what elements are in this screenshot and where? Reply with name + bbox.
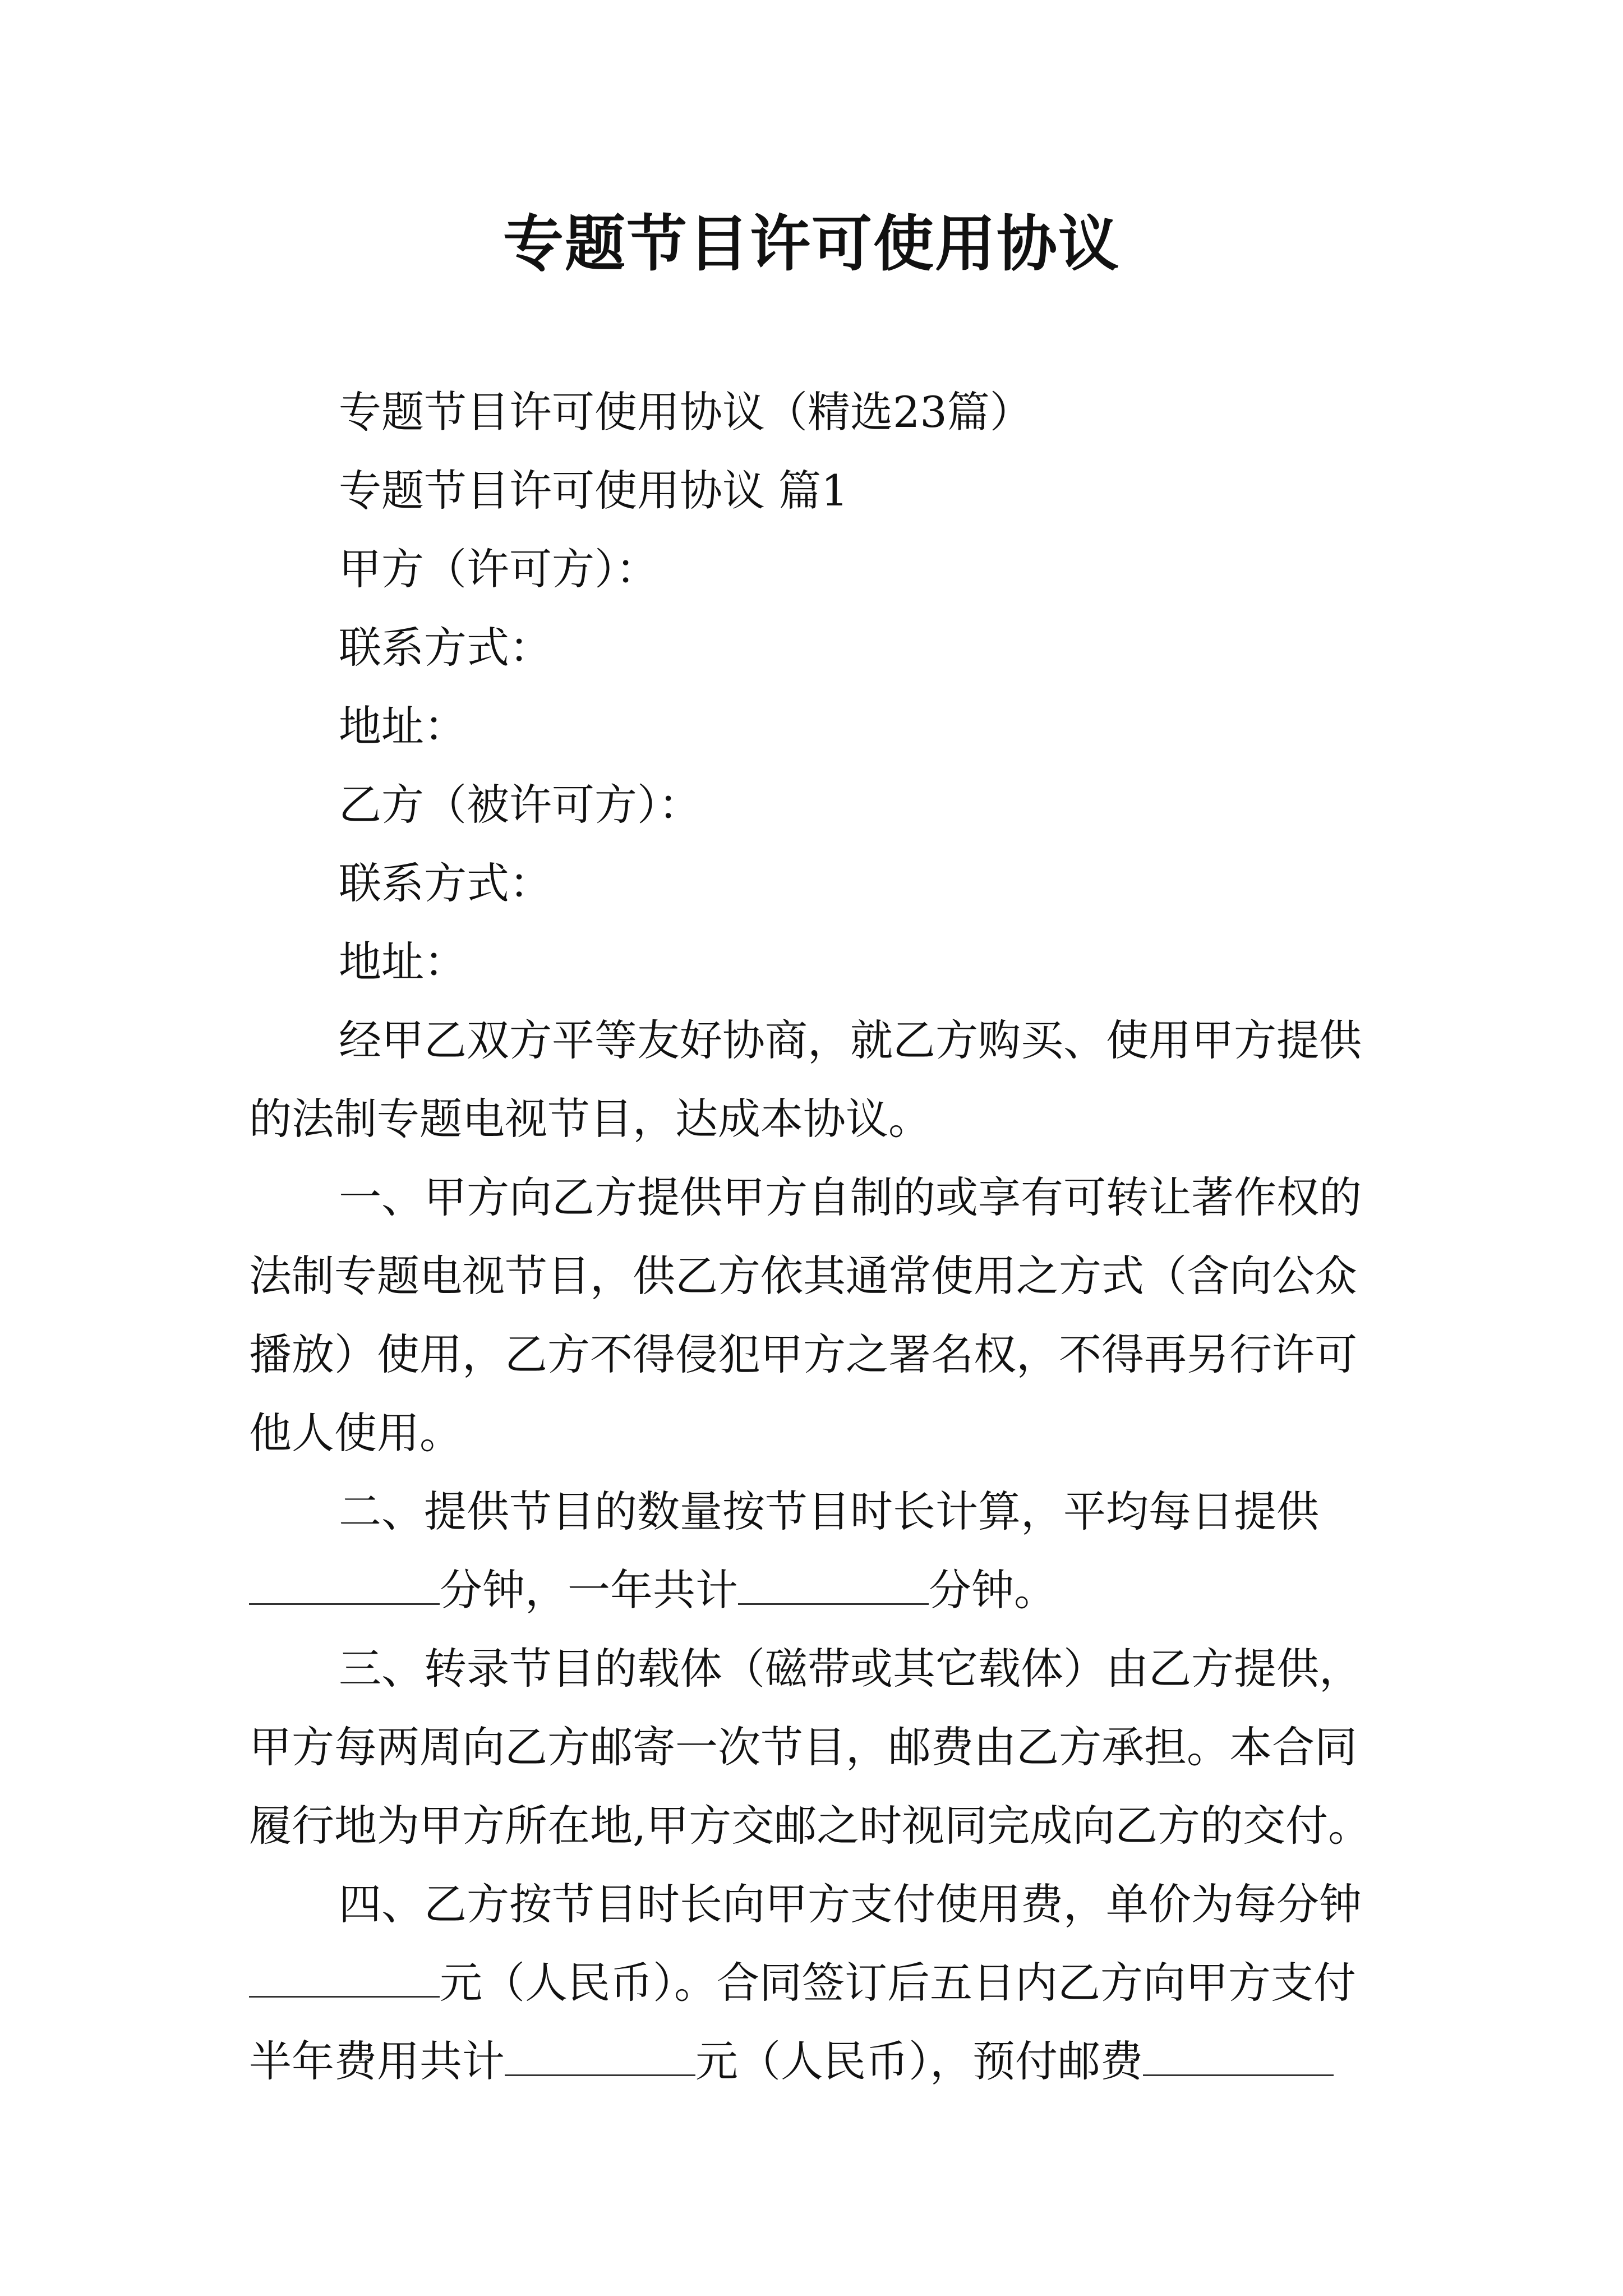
- paragraph-line: 履行地为甲方所在地,甲方交邮之时视同完成向乙方的交付。: [249, 1801, 1371, 1851]
- paragraph-line-with-blanks: [249, 1551, 1393, 1630]
- document-body: [249, 373, 1393, 2101]
- fill-in-blank: [1143, 2027, 1334, 2076]
- line-text: 元（人民币），预付邮费: [695, 2036, 1143, 2086]
- fill-in-blank: [738, 1556, 929, 1605]
- party-b-contact-label: 联系方式：: [339, 858, 552, 908]
- line-text: 分钟。: [929, 1565, 1057, 1615]
- paragraph-line: 四、乙方按节目时长向甲方支付使用费，单价为每分钟: [339, 1879, 1362, 1929]
- paragraph-line: 三、转录节目的载体（磁带或其它载体）由乙方提供，: [339, 1644, 1362, 1694]
- fill-in-blank: [505, 2027, 695, 2076]
- document-title: 专题节目许可使用协议: [502, 209, 1120, 279]
- fill-in-blank: [249, 1556, 440, 1605]
- paragraph-line: 播放）使用，乙方不得侵犯甲方之署名权，不得再另行许可: [249, 1329, 1357, 1379]
- fill-in-blank: [249, 1949, 440, 1998]
- paragraph-line: 他人使用。: [249, 1408, 462, 1458]
- paragraph-line: 一、甲方向乙方提供甲方自制的或享有可转让著作权的: [339, 1172, 1362, 1222]
- party-b-address-label: 地址：: [339, 937, 467, 987]
- paragraph-line-with-blanks: [249, 1944, 1393, 2022]
- paragraph-line: 法制专题电视节目，供乙方依其通常使用之方式（含向公众: [249, 1251, 1357, 1301]
- paragraph-line: 二、提供节目的数量按节目时长计算，平均每日提供: [339, 1487, 1319, 1536]
- paragraph-line: 经甲乙双方平等友好协商，就乙方购买、使用甲方提供: [339, 1015, 1362, 1065]
- party-b-label: 乙方（被许可方）：: [339, 780, 701, 830]
- article-title: 专题节目许可使用协议 篇1: [339, 466, 849, 516]
- subtitle: 专题节目许可使用协议（精选23篇）: [339, 387, 1032, 437]
- line-text: 分钟，一年共计: [440, 1565, 738, 1615]
- paragraph-line: 甲方每两周向乙方邮寄一次节目，邮费由乙方承担。本合同: [249, 1722, 1357, 1772]
- party-a-address-label: 地址：: [339, 701, 467, 751]
- paragraph-line: 的法制专题电视节目，达成本协议。: [249, 1094, 931, 1144]
- line-text: 半年费用共计: [249, 2036, 505, 2086]
- line-text: 元（人民币）。合同签订后五日内乙方向甲方支付: [440, 1958, 1356, 2008]
- party-a-contact-label: 联系方式：: [339, 623, 552, 673]
- party-a-label: 甲方（许可方）：: [339, 544, 658, 594]
- paragraph-line-with-blanks: [249, 2022, 1393, 2101]
